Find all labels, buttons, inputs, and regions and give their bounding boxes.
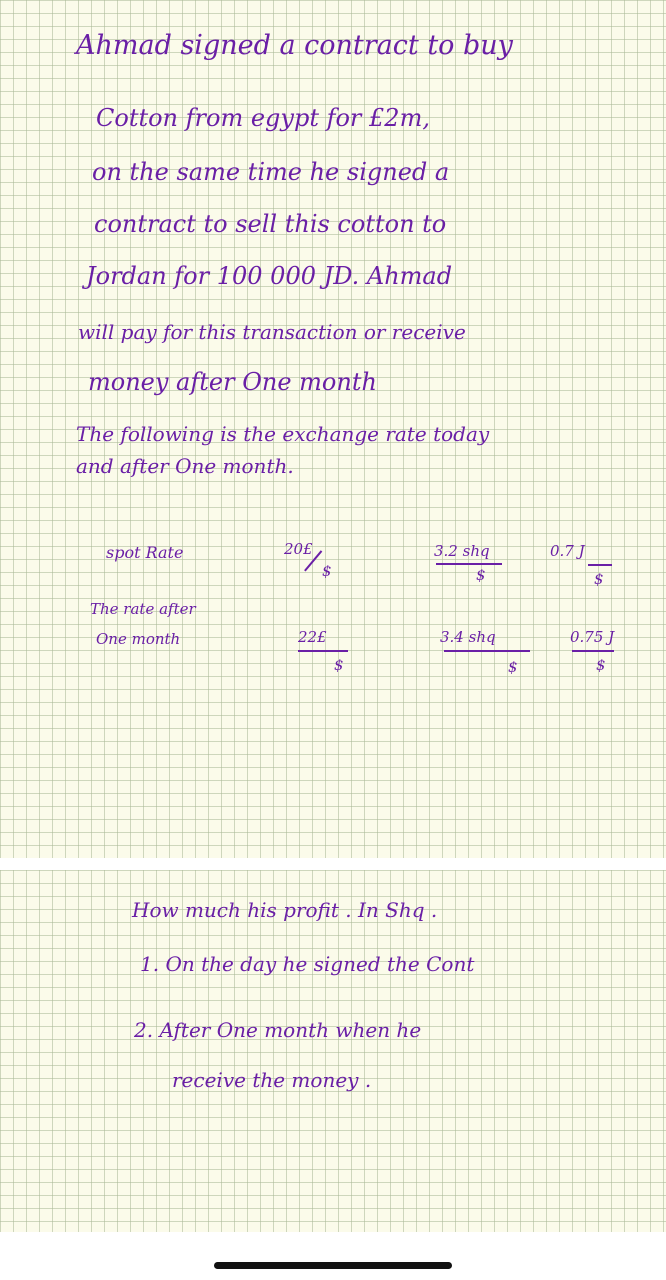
spot-jd-denominator: $: [594, 570, 604, 588]
spot-gbp-denominator: $: [322, 562, 332, 580]
after-jd-denominator: $: [596, 656, 606, 674]
after-gbp-numerator: 22£: [298, 628, 327, 646]
spot-rate-label: spot Rate: [106, 543, 184, 562]
text-line-1: Ahmad signed a contract to buy: [76, 30, 513, 61]
spot-shq-fraction-line: [436, 563, 502, 565]
text-line-2: Cotton from egypt for £2m,: [96, 104, 430, 132]
spot-jd-fraction-line: [588, 564, 612, 566]
text-line-8: The following is the exchange rate today: [76, 422, 490, 446]
spot-shq-denominator: $: [476, 566, 486, 584]
after-gbp-fraction-line: [298, 650, 348, 652]
after-gbp-denominator: $: [334, 656, 344, 674]
question-line: How much his profit . In Shq .: [132, 898, 438, 922]
text-line-6: will pay for this transaction or receive: [78, 320, 466, 344]
spot-shq-numerator: 3.2 shq: [434, 542, 490, 560]
text-line-4: contract to sell this cotton to: [94, 210, 447, 238]
after-jd-fraction-line: [572, 650, 614, 652]
text-line-9: and after One month.: [76, 454, 294, 478]
spot-jd-numerator: 0.7 J: [550, 542, 585, 560]
spot-gbp-numerator: 20£: [284, 540, 313, 558]
home-indicator[interactable]: [214, 1262, 452, 1269]
question-item-2: 2. After One month when he: [134, 1018, 422, 1042]
notebook-page-2: [0, 870, 666, 1232]
after-rate-label-1: The rate after: [90, 600, 196, 618]
text-line-3: on the same time he signed a: [92, 158, 450, 186]
after-shq-fraction-line: [444, 650, 530, 652]
after-jd-numerator: 0.75 J: [570, 628, 615, 646]
after-shq-denominator: $: [508, 658, 518, 676]
question-item-1: 1. On the day he signed the Cont: [140, 952, 475, 976]
after-rate-label-2: One month: [96, 630, 181, 648]
after-shq-numerator: 3.4 shq: [440, 628, 496, 646]
text-line-5: Jordan for 100 000 JD. Ahmad: [86, 262, 453, 290]
question-item-2-cont: receive the money .: [172, 1068, 372, 1092]
text-line-7: money after One month: [88, 368, 377, 396]
